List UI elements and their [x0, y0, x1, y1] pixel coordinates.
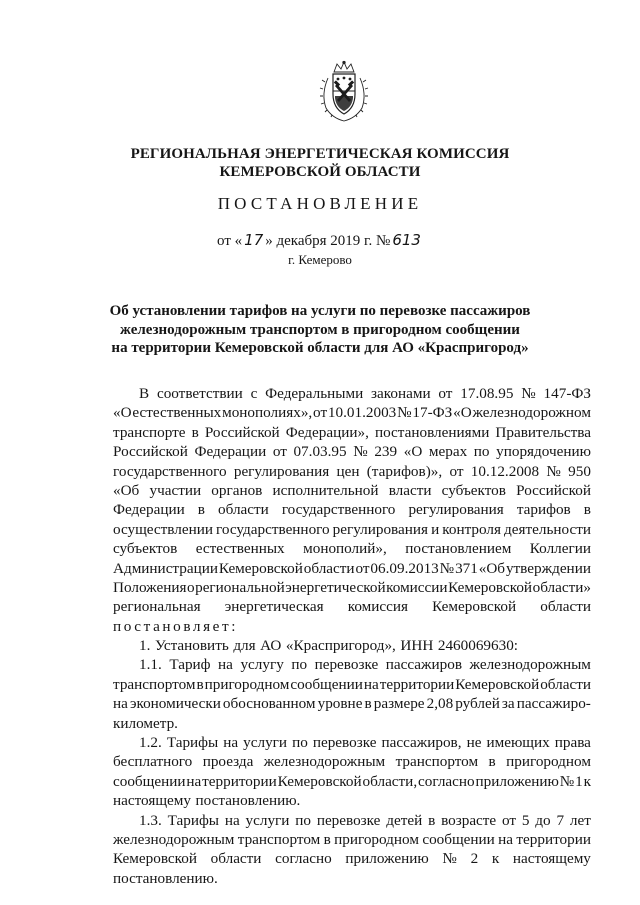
body-word: области,: [362, 772, 418, 790]
body-word: естественных: [132, 404, 222, 422]
body-word: проезда: [202, 753, 254, 771]
body-word: в: [364, 695, 372, 713]
body-word: экономически: [129, 695, 221, 713]
body-word: Федеральными: [265, 385, 364, 402]
body-word: монополиях»,: [222, 404, 313, 422]
body-word: перевозке: [316, 811, 381, 829]
body-word: рублей: [455, 695, 500, 713]
body-word: размере: [373, 695, 425, 713]
body-word: энергетической: [285, 578, 386, 596]
body-word: Кемеровской: [455, 675, 540, 693]
body-word: «О: [403, 443, 423, 461]
body-word: 950: [568, 462, 591, 480]
body-word: 147-ФЗ: [543, 385, 591, 402]
body-text-line: [113, 500, 591, 519]
body-word: Федерации: [194, 443, 267, 461]
body-word: Положения: [113, 578, 187, 596]
body-word: Коллегии: [529, 540, 591, 558]
body-word: от: [449, 462, 464, 480]
body-word: №: [353, 443, 368, 461]
body-text-line: [113, 481, 591, 500]
body-word: деятельности: [504, 520, 591, 538]
body-word: к: [583, 772, 591, 790]
body-word: 1.2.: [139, 734, 162, 752]
body-word: территории: [379, 675, 455, 693]
body-text-line: [113, 559, 591, 578]
body-word: Российской: [204, 423, 280, 441]
body-text-line: [113, 384, 591, 403]
body-word: пригородном: [334, 830, 419, 848]
body-word: регулирования: [233, 462, 330, 480]
body-word: сообщении: [113, 772, 186, 790]
body-text-line: [113, 811, 591, 830]
body-text-line: [113, 597, 591, 616]
body-word: уровне: [317, 695, 363, 713]
body-word: «Об: [478, 559, 506, 577]
body-text-line: [113, 617, 591, 636]
body-word: и: [431, 520, 440, 538]
body-word: государственного: [113, 462, 227, 480]
body-word: соответствии: [156, 385, 243, 402]
body-word: области»: [532, 578, 591, 596]
body-word: на: [363, 675, 379, 693]
body-word: пригородном: [204, 675, 290, 693]
document-subject: [0, 302, 640, 358]
body-word: Кемеровской: [277, 772, 362, 790]
body-word: 1.: [139, 637, 151, 655]
body-word: «Краспригород»,: [285, 637, 396, 655]
body-word: Федерации: [113, 501, 185, 519]
body-word: комиссии: [386, 578, 448, 596]
subject-line: на территории Кемеровской области для АО «Краспригород»: [111, 340, 529, 356]
body-word: Кемеровской: [113, 850, 197, 868]
body-word: железнодорожным: [263, 753, 386, 771]
body-word: 2460069630:: [437, 637, 519, 655]
body-text-line: [113, 791, 591, 810]
body-word: мерах: [428, 443, 468, 461]
body-word: транспортом: [395, 753, 479, 771]
body-word: в: [428, 811, 436, 829]
body-text-line: [113, 636, 591, 655]
body-word: от: [272, 443, 287, 461]
body-word: 239: [374, 443, 398, 461]
body-word: упорядочению: [496, 443, 591, 461]
body-word: на: [498, 830, 514, 848]
body-word: участии: [149, 481, 202, 499]
body-word: комиссия: [347, 598, 409, 616]
body-word: цен: [336, 462, 360, 480]
body-word: «Об: [113, 481, 140, 499]
coat-of-arms-icon: [318, 60, 370, 124]
body-word: транспортом: [113, 675, 196, 693]
body-word: по: [473, 443, 490, 461]
body-word: 2,08: [426, 695, 454, 713]
body-word: тарифов: [516, 501, 571, 519]
body-word: 2: [470, 850, 479, 868]
body-text-line: [113, 520, 591, 539]
body-word: согласно: [418, 772, 475, 790]
body-word: до: [535, 811, 551, 829]
body-word: Установить: [154, 637, 229, 655]
body-text-line: [113, 772, 591, 791]
body-word: №: [559, 772, 575, 790]
body-text-line: [113, 752, 591, 771]
body-word: 17-ФЗ: [412, 404, 453, 422]
body-word: транспортом: [237, 830, 321, 848]
body-word: в: [196, 675, 204, 693]
body-word: приложению: [345, 850, 429, 868]
body-word: километр.: [113, 714, 178, 732]
body-word: 07.03.95: [293, 443, 347, 461]
body-word: для: [233, 637, 256, 655]
body-word: регулирования: [332, 520, 429, 538]
body-word: в: [583, 501, 591, 519]
body-word: с: [250, 385, 258, 402]
body-word: №: [439, 559, 455, 577]
body-word: Тариф: [169, 656, 211, 674]
body-word: от: [313, 404, 328, 422]
body-word: Кемеровской: [432, 598, 517, 616]
body-word: Российской: [113, 443, 188, 461]
body-word: ИНН: [400, 637, 434, 655]
body-word: лет: [569, 811, 591, 829]
body-word: постановлениями: [374, 423, 490, 441]
body-word: обоснованном: [222, 695, 316, 713]
body-word: услуги: [243, 734, 288, 752]
body-word: Тарифы: [167, 811, 220, 829]
body-word: пассажиров,: [381, 734, 462, 752]
body-word: контроля: [442, 520, 501, 538]
body-word: по: [292, 734, 308, 752]
body-text-line: [113, 578, 591, 597]
body-word: области: [210, 850, 262, 868]
body-word: постановлению.: [113, 869, 218, 887]
body-word: Федерации»,: [285, 423, 369, 441]
body-word: регулирования: [408, 501, 504, 519]
date-prefix: от «: [217, 233, 243, 249]
body-word: в: [323, 830, 331, 848]
body-word: железнодорожным: [469, 656, 591, 674]
body-word: монополий»,: [303, 540, 387, 558]
body-word: настоящему: [113, 792, 191, 810]
body-text-line: [113, 714, 591, 733]
body-word: государственного: [216, 520, 330, 538]
body-text-line: [113, 539, 591, 558]
organization-name-line-2: КЕМЕРОВСКОЙ ОБЛАСТИ: [219, 164, 421, 180]
body-word: согласно: [275, 850, 332, 868]
body-word: сообщении: [290, 675, 363, 693]
body-word: территории: [516, 830, 591, 848]
body-word: услуги: [245, 811, 290, 829]
body-word: пассажиров: [385, 656, 462, 674]
body-word: постановляет:: [113, 617, 239, 635]
body-text-line: [113, 849, 591, 868]
body-word: на: [218, 656, 233, 674]
body-word: перевозке: [312, 734, 377, 752]
body-word: «О: [453, 404, 472, 422]
subject-line: Об установлении тарифов на услуги по перевозке пассажиров: [109, 303, 531, 319]
body-word: Кемеровской: [448, 578, 533, 596]
body-word: АО: [260, 637, 282, 655]
body-word: Тарифы: [166, 734, 219, 752]
body-word: на: [113, 695, 128, 713]
body-word: области: [218, 501, 269, 519]
body-word: региональная: [113, 598, 201, 616]
body-word: субъектов: [113, 540, 178, 558]
body-text-line: [113, 675, 591, 694]
body-word: энергетическая: [224, 598, 324, 616]
body-word: на: [223, 734, 239, 752]
body-word: сообщении: [422, 830, 495, 848]
body-text-line: [113, 403, 591, 422]
body-word: услугу: [240, 656, 284, 674]
body-word: в: [197, 501, 205, 519]
body-word: государственного: [281, 501, 396, 519]
body-text-line: [113, 869, 591, 888]
body-word: не: [466, 734, 482, 752]
body-word: власти: [388, 481, 432, 499]
body-word: 10.12.2008: [470, 462, 540, 480]
body-word: естественных: [195, 540, 285, 558]
document-city: г. Кемерово: [288, 252, 352, 267]
body-text-line: [113, 830, 591, 849]
document-date-line: [0, 231, 640, 250]
body-word: 17.08.95: [460, 385, 514, 402]
body-word: №: [546, 462, 561, 480]
body-word: пригородном: [506, 753, 591, 771]
body-word: 7: [556, 811, 565, 829]
body-word: настоящему: [512, 850, 591, 868]
document-body: [113, 384, 591, 888]
body-word: возрасте: [441, 811, 497, 829]
body-word: постановлением: [405, 540, 512, 558]
body-word: В: [139, 385, 150, 402]
body-word: субъектов: [441, 481, 506, 499]
body-word: Кемеровской: [218, 559, 303, 577]
body-word: 06.09.2013: [370, 559, 439, 577]
body-word: 1.1.: [139, 656, 162, 674]
body-word: утверждении: [505, 559, 591, 577]
body-word: детей: [386, 811, 423, 829]
body-word: законами: [371, 385, 431, 402]
body-word: на: [224, 811, 240, 829]
body-word: пассажиро-: [516, 695, 591, 713]
body-word: имеющих: [486, 734, 550, 752]
body-word: на: [186, 772, 202, 790]
body-word: исполнительной: [272, 481, 379, 499]
body-word: №: [521, 385, 536, 402]
body-word: за: [501, 695, 515, 713]
body-word: перевозке: [314, 656, 379, 674]
body-word: от: [502, 811, 517, 829]
body-word: органов: [211, 481, 263, 499]
body-text-line: [113, 694, 591, 713]
body-word: от: [438, 385, 453, 402]
body-word: территории: [202, 772, 277, 790]
body-word: транспорте: [113, 423, 186, 441]
body-word: Правительства: [495, 423, 591, 441]
body-word: 371: [455, 559, 478, 577]
body-text-line: [113, 655, 591, 674]
document-type: ПОСТАНОВЛЕНИЕ: [217, 194, 423, 213]
body-word: по: [291, 656, 308, 674]
body-word: 5: [521, 811, 530, 829]
body-word: «О: [113, 404, 132, 422]
date-middle: » декабря 2019 г. №: [265, 233, 391, 249]
body-word: 1: [575, 772, 583, 790]
organization-name-line-1: РЕГИОНАЛЬНАЯ ЭНЕРГЕТИЧЕСКАЯ КОМИССИЯ: [130, 146, 510, 162]
body-word: (тарифов)»,: [366, 462, 443, 480]
body-word: 10.01.2003: [327, 404, 397, 422]
body-word: региональной: [195, 578, 285, 596]
subject-line: железнодорожным транспортом в пригородном сообщении: [120, 321, 520, 338]
body-word: к: [491, 850, 500, 868]
body-word: в: [488, 753, 496, 771]
body-word: области: [303, 559, 355, 577]
body-word: области: [540, 598, 591, 616]
body-word: о: [186, 578, 195, 596]
body-text-line: [113, 733, 591, 752]
body-word: приложению: [475, 772, 559, 790]
body-word: от: [355, 559, 370, 577]
body-text-line: [113, 442, 591, 461]
body-text-line: [113, 423, 591, 442]
body-word: права: [554, 734, 591, 752]
body-word: №: [442, 850, 457, 868]
body-word: бесплатного: [113, 753, 193, 771]
body-word: железнодорожным: [113, 830, 235, 848]
body-text-line: [113, 462, 591, 481]
body-word: постановлению.: [195, 792, 301, 810]
handwritten-day: 17: [244, 231, 264, 249]
body-word: Российской: [516, 481, 591, 499]
body-word: в: [191, 423, 199, 441]
body-word: 1.3.: [139, 811, 162, 829]
body-word: области: [540, 675, 591, 693]
body-word: осуществлении: [113, 520, 213, 538]
body-word: №: [397, 404, 412, 422]
body-word: Администрации: [113, 559, 218, 577]
body-word: железнодорожном: [472, 404, 591, 422]
handwritten-document-number: 613: [392, 231, 421, 249]
body-word: по: [295, 811, 311, 829]
